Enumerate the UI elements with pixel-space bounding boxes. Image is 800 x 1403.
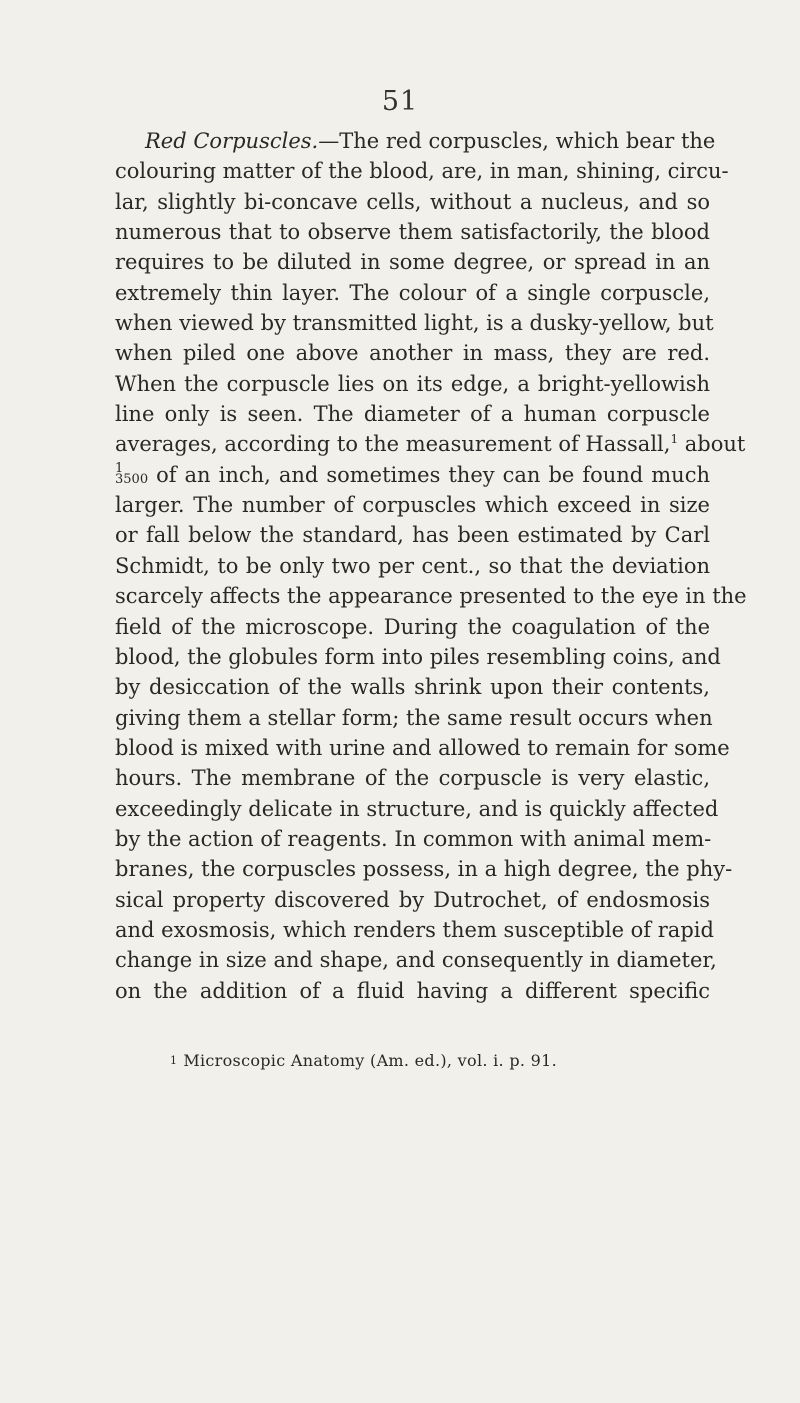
footnote-mark: 1	[170, 1054, 178, 1067]
text-line: sical property discovered by Dutrochet, of endosmosis	[115, 887, 710, 912]
text-line: 1 3500 of an inch, and sometimes they can be found much	[115, 460, 710, 487]
text-line: by the action of reagents. In common with animal mem-	[115, 826, 712, 851]
text-line: lar, slightly bi-concave cells, without a nucleus, and so	[115, 189, 710, 214]
footnote-reference[interactable]: 1	[670, 432, 679, 447]
text-line: hours. The membrane of the corpuscle is very elastic,	[115, 766, 710, 791]
text-line: giving them a stellar form; the same result occurs when	[115, 705, 713, 730]
text-line: by desiccation of the walls shrink upon their contents,	[115, 675, 710, 700]
body-text	[115, 126, 747, 1006]
text-line: on the addition of a fluid having a different specific	[115, 978, 710, 1003]
fraction: 1 3500	[115, 460, 149, 487]
footnote	[170, 1051, 557, 1070]
text-line: extremely thin layer. The colour of a single corpuscle,	[115, 280, 710, 305]
text-line: blood, the globules form into piles resembling coins, and	[115, 644, 721, 669]
section-heading: Red Corpuscles.	[145, 129, 319, 153]
text-line: branes, the corpuscles possess, in a high degree, the phy-	[115, 857, 733, 882]
footnote-text: Microscopic Anatomy (Am. ed.), vol. i. p. 91.	[183, 1051, 557, 1070]
text-line: Schmidt, to be only two per cent., so that the deviation	[115, 553, 710, 578]
text-line: scarcely affects the appearance presented to the eye in the	[115, 584, 747, 609]
text-line: colouring matter of the blood, are, in man, shining, circu-	[115, 159, 729, 184]
text-line: numerous that to observe them satisfactorily, the blood	[115, 220, 710, 245]
text-line: line only is seen. The diameter of a human corpuscle	[115, 402, 710, 427]
text-line: change in size and shape, and consequently in diameter,	[115, 948, 717, 973]
text-line: averages, according to the measurement of Hassall,$^1$ about	[115, 432, 746, 457]
text-line: blood is mixed with urine and allowed to remain for some	[115, 735, 730, 760]
text-line: Red Corpuscles.—The red corpuscles, which bear the	[145, 129, 716, 153]
text-line: field of the microscope. During the coagulation of the	[115, 614, 710, 639]
text-line: or fall below the standard, has been estimated by Carl	[115, 523, 710, 548]
text-line: requires to be diluted in some degree, or spread in an	[115, 250, 710, 275]
text-line: when piled one above another in mass, they are red.	[115, 341, 710, 366]
text-line: larger. The number of corpuscles which exceed in size	[115, 493, 710, 518]
text-line: and exosmosis, which renders them susceptible of rapid	[115, 917, 714, 942]
text-line: when viewed by transmitted light, is a dusky-yellow, but	[115, 311, 714, 336]
text-line: When the corpuscle lies on its edge, a bright-yellowish	[115, 371, 710, 396]
text-line: exceedingly delicate in structure, and is quickly affected	[115, 796, 719, 821]
page-number: 51	[381, 86, 419, 117]
